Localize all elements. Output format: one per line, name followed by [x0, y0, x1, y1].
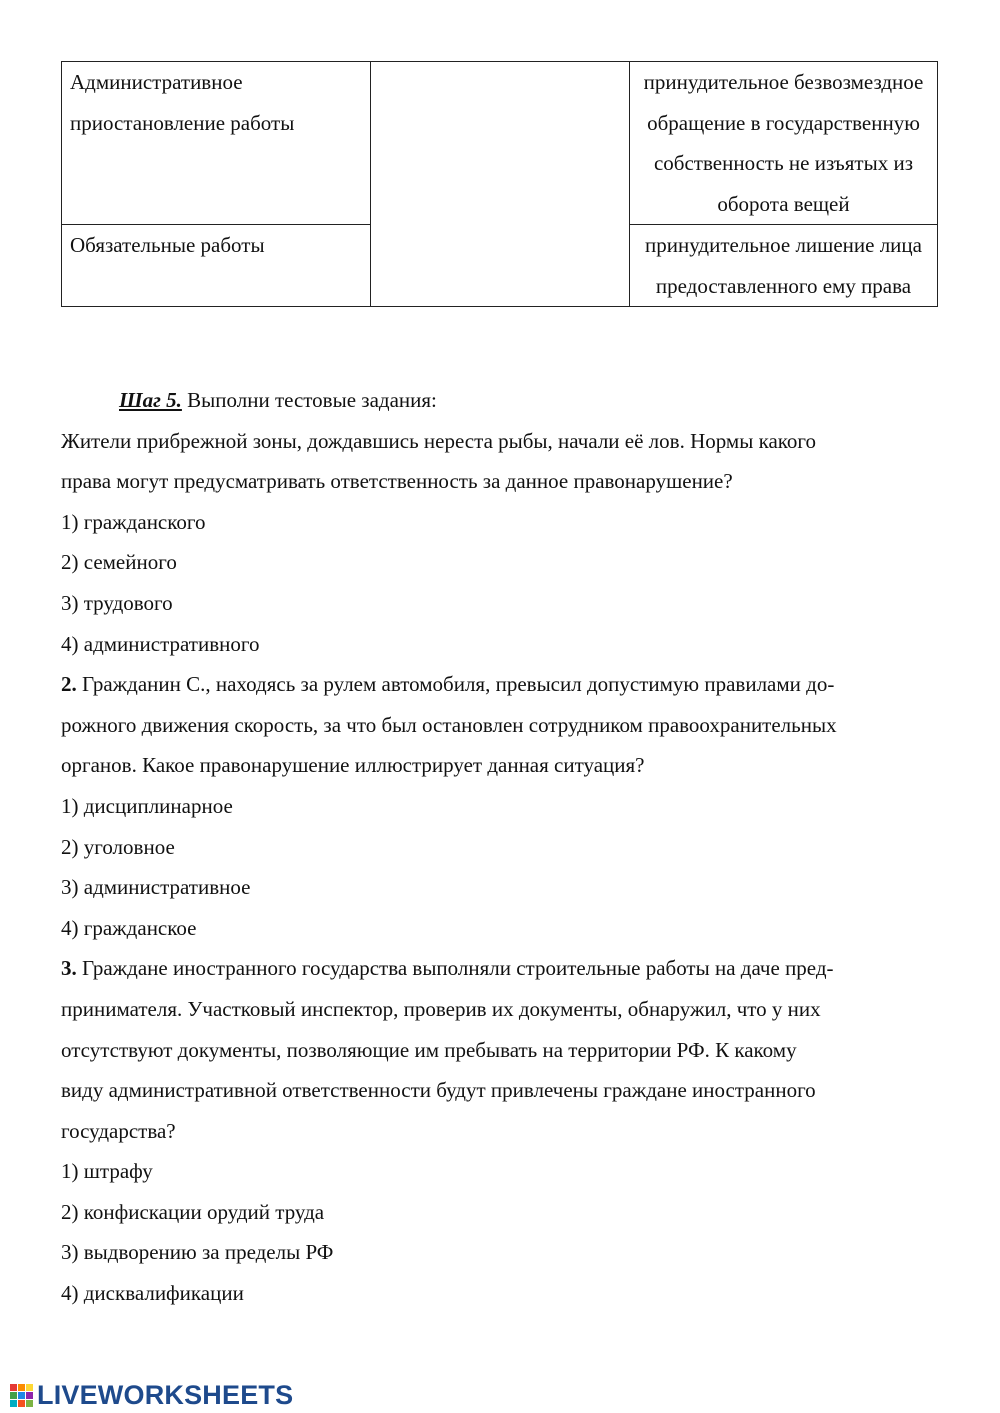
logo-square [26, 1400, 33, 1407]
step-heading [61, 380, 941, 421]
question-2-line: органов. Какое правонарушение иллюстрирует данная ситуация? [61, 753, 645, 778]
logo-square [10, 1400, 17, 1407]
question-2-option[interactable]: 3) административное [61, 875, 251, 900]
question-1-option[interactable]: 4) административного [61, 631, 260, 656]
cell-line: Обязательные работы [70, 233, 265, 257]
logo-square [10, 1384, 17, 1391]
question-3-option[interactable]: 2) конфискации орудий труда [61, 1199, 325, 1224]
question-number: 2. [61, 672, 77, 697]
logo-square [26, 1392, 33, 1399]
question-3-line: государства? [61, 1118, 176, 1143]
question-3-line [61, 948, 941, 989]
cell-line: оборота вещей [717, 191, 850, 216]
question-3-option[interactable]: 4) дисквалификации [61, 1281, 244, 1306]
table-row [62, 62, 938, 225]
question-3-line: виду административной ответственности будут привлечены граждане иностранного [61, 1078, 816, 1103]
question-text: Граждане иностранного государства выполняли строительные работы на даче пред- [76, 956, 834, 981]
question-1-option[interactable]: 2) семейного [61, 550, 177, 575]
question-2-option[interactable]: 1) дисциплинарное [61, 793, 233, 818]
table-cell-answer-column[interactable] [371, 62, 630, 307]
logo-square [26, 1384, 33, 1391]
table-cell-right [630, 62, 938, 225]
question-2-line [61, 664, 941, 705]
test-section [61, 380, 941, 1314]
logo-square [18, 1384, 25, 1391]
logo-square [18, 1392, 25, 1399]
cell-line: принудительное безвозмездное [643, 70, 924, 94]
question-3-option[interactable]: 1) штрафу [61, 1159, 153, 1184]
question-3-line: принимателя. Участковый инспектор, проверив их документы, обнаружил, что у них [61, 996, 821, 1021]
logo-square [10, 1392, 17, 1399]
liveworksheets-logo[interactable] [10, 1380, 293, 1410]
question-3-line: отсутствуют документы, позволяющие им пребывать на территории РФ. К какому [61, 1037, 797, 1062]
cell-line: обращение в государственную [647, 110, 920, 135]
cell-line: собственность не изъятых из [653, 151, 913, 175]
table-cell-right [630, 225, 938, 307]
cell-line: Административное [70, 70, 243, 94]
logo-text: LIVEWORKSHEETS [37, 1379, 294, 1410]
cell-line: предоставленного ему права [655, 273, 912, 298]
question-2-line: рожного движения скорость, за что был остановлен сотрудником правоохранительных [61, 712, 837, 737]
matching-table [61, 61, 938, 307]
question-3-option[interactable]: 3) выдворению за пределы РФ [61, 1240, 334, 1265]
table-cell-left [62, 62, 371, 225]
logo-grid-icon [10, 1384, 33, 1407]
question-number: 3. [61, 956, 77, 981]
table-cell-left [62, 225, 371, 307]
question-text: Гражданин С., находясь за рулем автомобиля, превысил допустимую правилами до- [76, 672, 835, 697]
logo-square [18, 1400, 25, 1407]
question-1-line: Жители прибрежной зоны, дождавшись нереста рыбы, начали её лов. Нормы какого [61, 428, 817, 453]
question-2-option[interactable]: 2) уголовное [61, 834, 175, 859]
step-instruction: Выполни тестовые задания: [181, 388, 437, 412]
cell-line: принудительное лишение лица [645, 233, 922, 257]
question-1-option[interactable]: 3) трудового [61, 590, 173, 615]
cell-line: приостановление работы [70, 110, 295, 135]
step-label: Шаг 5. [119, 388, 182, 412]
question-1-option[interactable]: 1) гражданского [61, 509, 206, 534]
question-2-option[interactable]: 4) гражданское [61, 915, 197, 940]
question-1-line: права могут предусматривать ответственность за данное правонарушение? [61, 469, 733, 494]
